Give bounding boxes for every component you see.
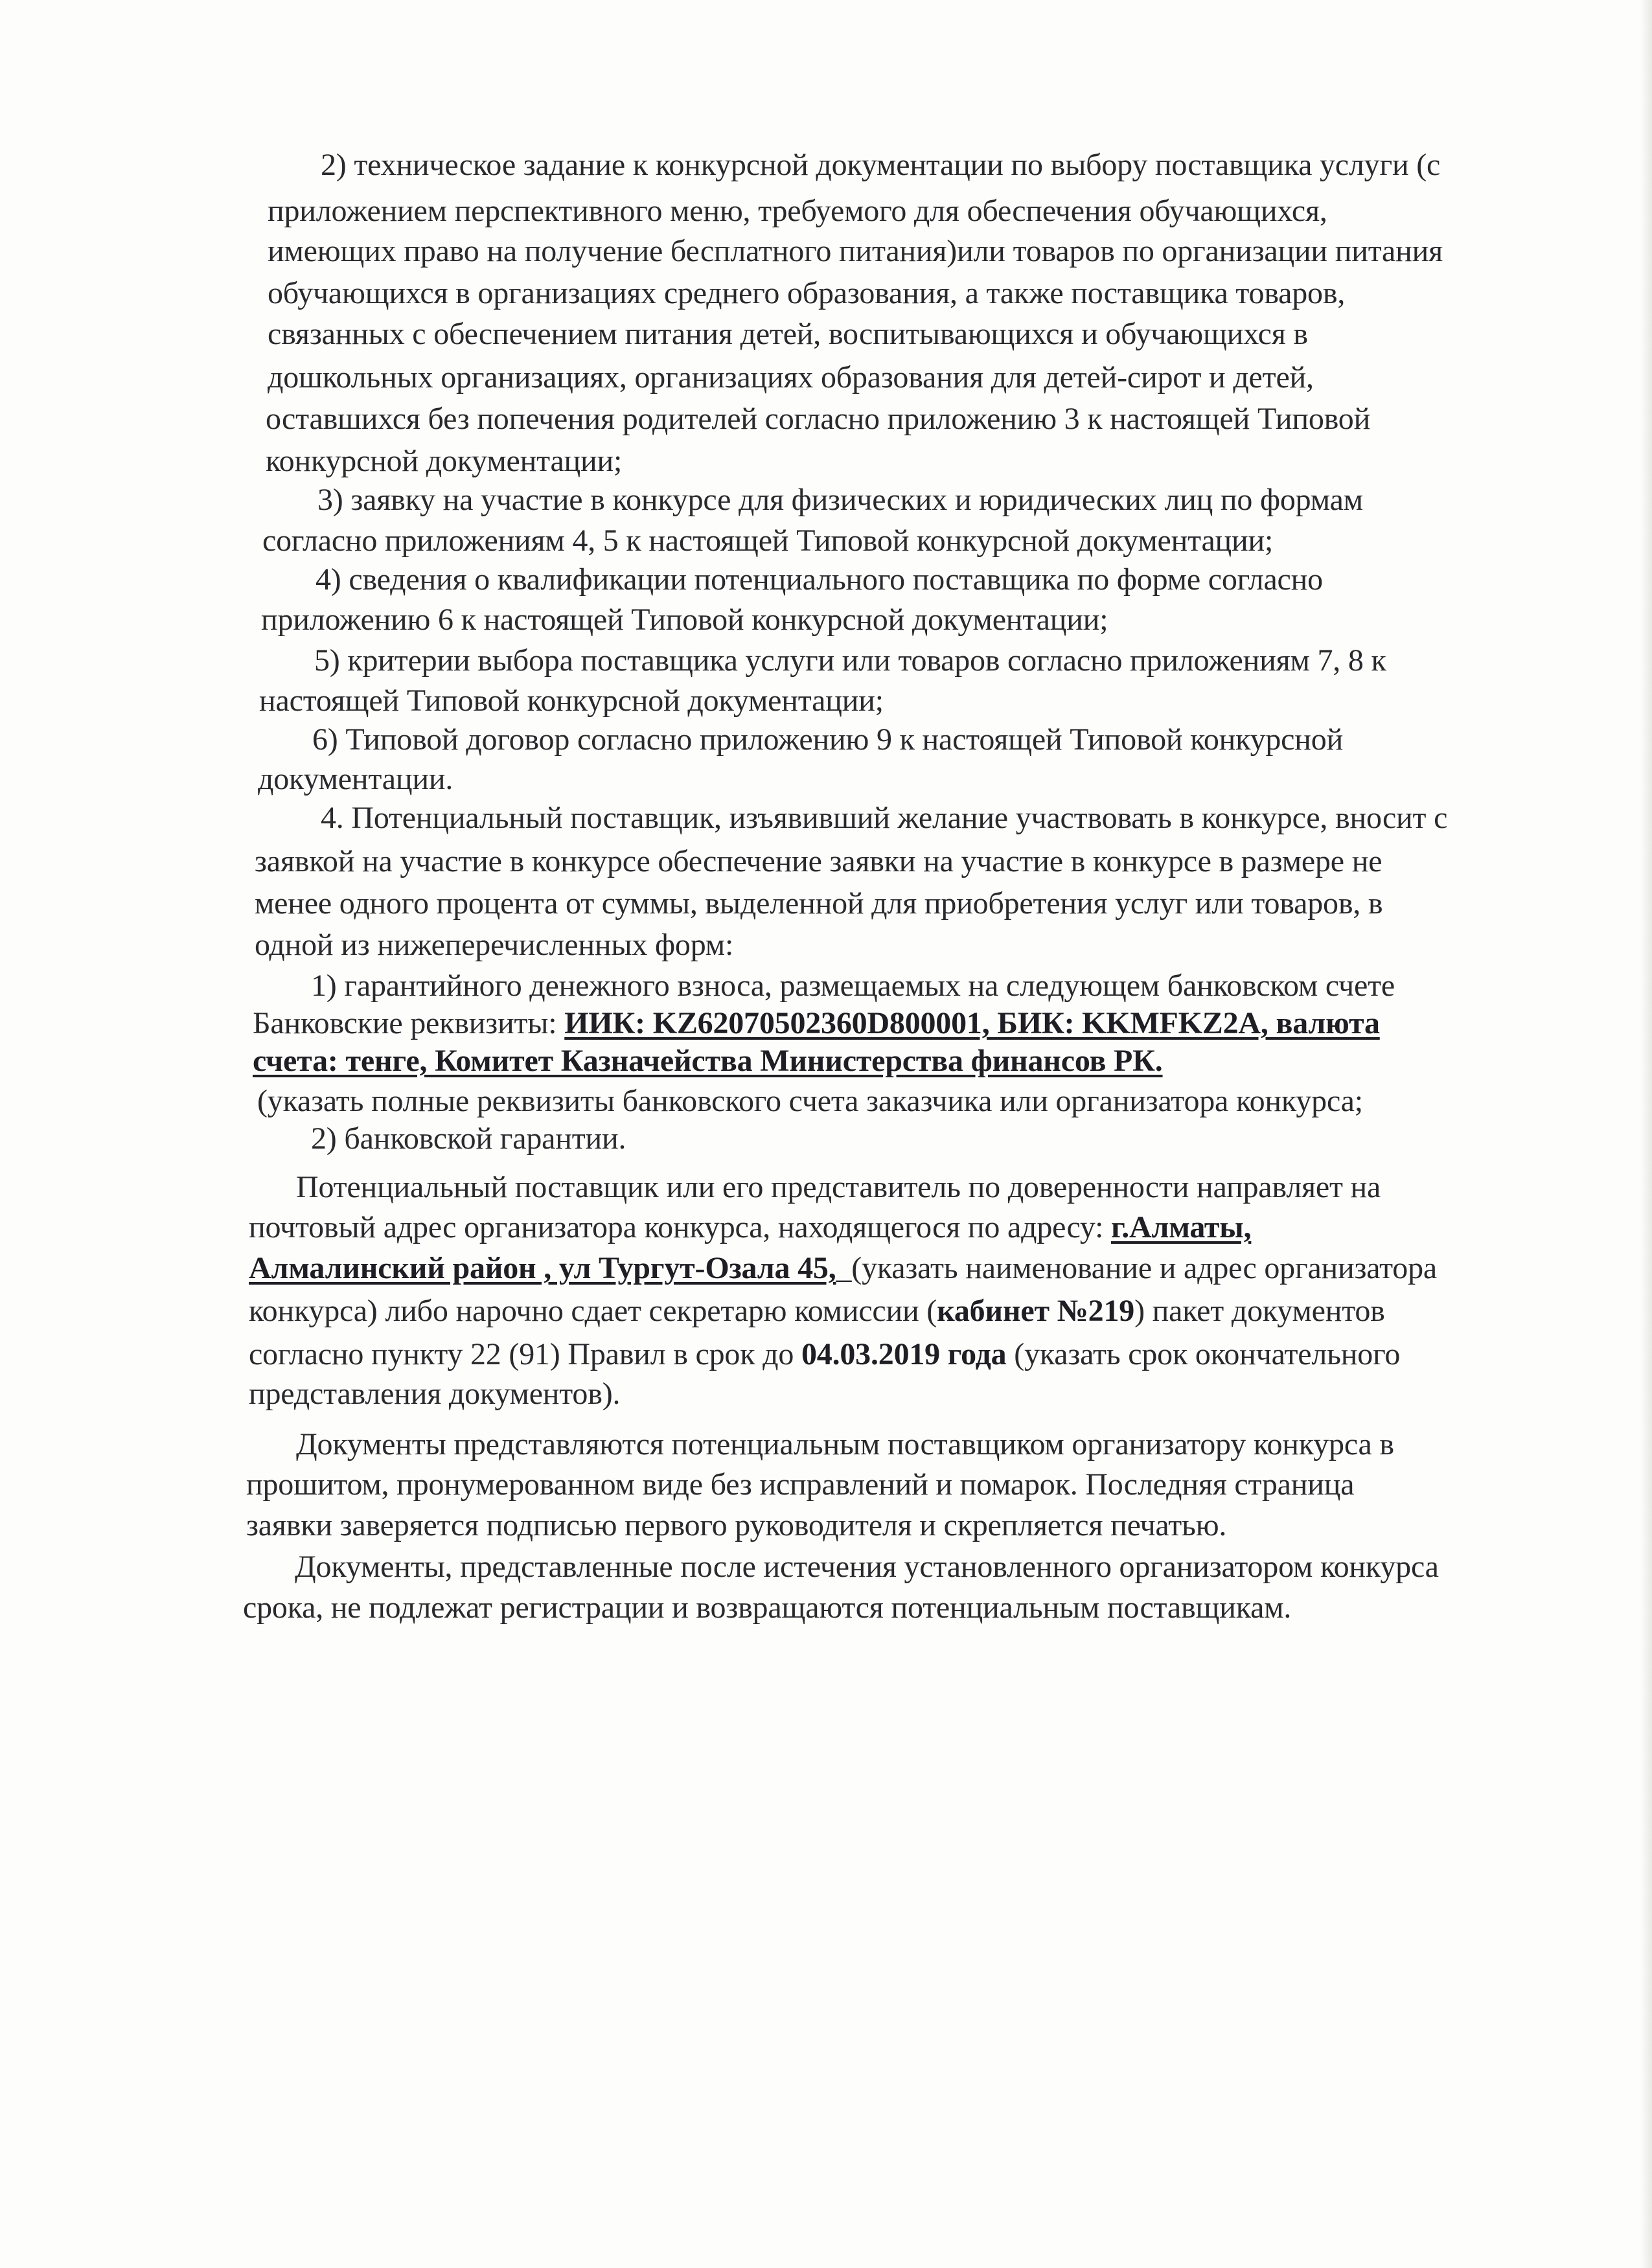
- paragraph-line: имеющих право на получение бесплатного питания)или товаров по организации питания: [268, 234, 1443, 268]
- paragraph-line: заявки заверяется подписью первого руководителя и скрепляется печатью.: [246, 1508, 1227, 1542]
- paragraph-line: 2) техническое задание к конкурсной документации по выбору поставщика услуги (с: [321, 148, 1441, 182]
- paragraph-line: согласно приложениям 4, 5 к настоящей Типовой конкурсной документации;: [262, 523, 1274, 558]
- scan-edge: [1640, 0, 1652, 2268]
- paragraph-line: 6) Типовой договор согласно приложению 9 к настоящей Типовой конкурсной: [312, 722, 1344, 757]
- paragraph-line: настоящей Типовой конкурсной документации;: [259, 683, 884, 718]
- bank-details-line: [253, 1005, 1380, 1042]
- paragraph-line: представления документов).: [249, 1377, 621, 1411]
- bank-recipient: счета: тенге, Комитет Казначейства Министерства финансов РК.: [253, 1044, 1163, 1078]
- paragraph-line: документации.: [258, 762, 453, 796]
- office-text: ) пакет документов: [1134, 1294, 1385, 1328]
- office-text: конкурса) либо нарочно сдает секретарю комиссии (: [249, 1294, 937, 1328]
- paragraph-line: Документы представляются потенциальным поставщиком организатору конкурса в: [296, 1427, 1394, 1461]
- office-number: кабинет №219: [937, 1294, 1135, 1328]
- deadline-line: [249, 1336, 1400, 1373]
- paragraph-line: 1) гарантийного денежного взноса, размещаемых на следующем банковском счете: [311, 968, 1395, 1003]
- deadline-text: (указать срок окончательного: [1006, 1337, 1401, 1371]
- address-line: [249, 1250, 1437, 1287]
- paragraph-line: прошитом, пронумерованном виде без исправлений и помарок. Последняя страница: [246, 1467, 1355, 1502]
- paragraph-line: Потенциальный поставщик или его представитель по доверенности направляет на: [296, 1170, 1381, 1204]
- paragraph-line: 2) банковской гарантии.: [311, 1121, 626, 1156]
- paragraph-line: заявкой на участие в конкурсе обеспечение заявки на участие в конкурсе в размере не: [255, 844, 1382, 878]
- deadline-date: 04.03.2019 года: [801, 1337, 1007, 1371]
- address-text: _(указать наименование и адрес организатора: [836, 1251, 1437, 1285]
- paragraph-line: одной из нижеперечисленных форм:: [255, 928, 734, 962]
- office-line: [249, 1293, 1385, 1329]
- paragraph-line: 3) заявку на участие в конкурсе для физических и юридических лиц по формам: [317, 483, 1363, 517]
- paragraph-line: приложению 6 к настоящей Типовой конкурсной документации;: [261, 602, 1108, 637]
- paragraph-line: 4) сведения о квалификации потенциального поставщика по форме согласно: [315, 562, 1323, 597]
- paragraph-line: Документы, представленные после истечения установленного организатором конкурса: [295, 1550, 1439, 1584]
- paragraph-line: оставшихся без попечения родителей согласно приложению 3 к настоящей Типовой: [266, 402, 1371, 436]
- address-line: [249, 1209, 1251, 1246]
- paragraph-line: связанных с обеспечением питания детей, воспитывающихся и обучающихся в: [268, 317, 1308, 351]
- paragraph-line: обучающихся в организациях среднего образования, а также поставщика товаров,: [268, 276, 1346, 310]
- paragraph-line: дошкольных организациях, организациях образования для детей-сирот и детей,: [268, 360, 1314, 395]
- paragraph-line: приложением перспективного меню, требуемого для обеспечения обучающихся,: [268, 194, 1327, 228]
- address-street: Алмалинский район , ул Тургут-Озала 45,: [249, 1251, 836, 1285]
- deadline-text: согласно пункту 22 (91) Правил в срок до: [249, 1337, 801, 1371]
- paragraph-line: 4. Потенциальный поставщик, изъявивший желание участвовать в конкурсе, вносит с: [321, 801, 1448, 835]
- bank-account-details: ИИК: KZ62070502360D800001, БИК: KKMFKZ2A, валюта: [564, 1006, 1380, 1040]
- bank-hint: (указать полные реквизиты банковского счета заказчика или организатора конкурса;: [257, 1084, 1363, 1118]
- paragraph-line: конкурсной документации;: [266, 444, 623, 478]
- address-text: почтовый адрес организатора конкурса, находящегося по адресу:: [249, 1210, 1112, 1244]
- bank-label: Банковские реквизиты:: [253, 1006, 565, 1040]
- paragraph-line: срока, не подлежат регистрации и возвращаются потенциальным поставщикам.: [243, 1590, 1292, 1625]
- paragraph-line: менее одного процента от суммы, выделенной для приобретения услуг или товаров, в: [255, 886, 1383, 921]
- paragraph-line: 5) критерии выбора поставщика услуги или товаров согласно приложениям 7, 8 к: [314, 643, 1386, 678]
- address-city: г.Алматы,: [1111, 1210, 1252, 1244]
